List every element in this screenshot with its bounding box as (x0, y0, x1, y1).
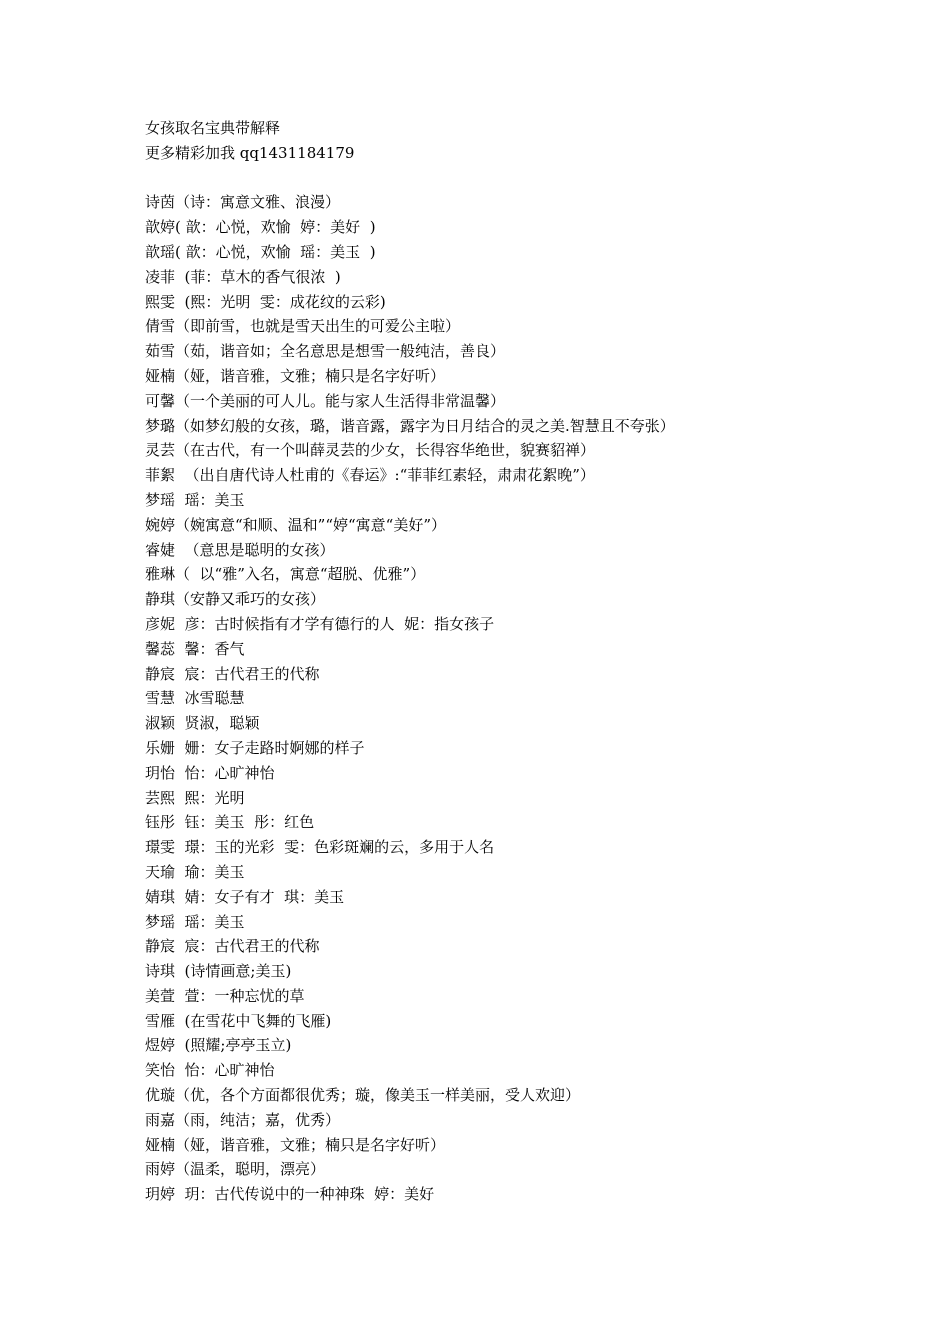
name-entry: 乐姗 姗：女子走路时婀娜的样子 (145, 738, 365, 757)
name-entry: 梦瑶 瑶：美玉 (145, 912, 245, 931)
name-entry: 馨蕊 馨：香气 (145, 639, 245, 658)
name-entry: 煜婷 (照耀;亭亭玉立) (145, 1036, 292, 1055)
name-list (145, 190, 925, 1207)
name-entry: 婧琪 婧：女子有才 琪：美玉 (145, 887, 345, 906)
name-entry: 璟雯 璟：玉的光彩 雯：色彩斑斓的云，多用于人名 (145, 838, 495, 857)
name-entry: 倩雪（即前雪，也就是雪天出生的可爱公主啦） (145, 317, 461, 336)
name-entry: 雨嘉（雨，纯洁；嘉，优秀） (145, 1110, 341, 1129)
name-entry: 诗琪 (诗情画意;美玉) (145, 962, 292, 981)
name-entry: 静琪（安静又乖巧的女孩） (145, 590, 326, 609)
name-entry: 雪慧 冰雪聪慧 (145, 689, 245, 708)
document-title: 女孩取名宝典带解释 (145, 119, 281, 137)
name-entry: 诗茵（诗：寓意文雅、浪漫） (145, 193, 341, 212)
name-entry: 彦妮 彦：古时候指有才学有德行的人 妮：指女孩子 (145, 614, 495, 633)
name-entry: 优璇（优，各个方面都很优秀；璇，像美玉一样美丽，受人欢迎） (145, 1086, 581, 1105)
name-entry: 静宸 宸：古代君王的代称 (145, 937, 320, 956)
name-entry: 美萱 萱：一种忘忧的草 (145, 986, 305, 1005)
name-entry: 歆婷( 歆：心悦，欢愉 婷：美好 ) (145, 218, 376, 237)
name-entry: 天瑜 瑜：美玉 (145, 862, 245, 881)
name-entry: 娅楠（娅，谐音雅，文雅；楠只是名字好听） (145, 1135, 446, 1154)
name-entry: 娅楠（娅，谐音雅，文雅；楠只是名字好听） (145, 366, 446, 385)
name-entry: 茹雪（茹，谐音如；全名意思是想雪一般纯洁，善良） (145, 342, 506, 361)
document-subtitle: 更多精彩加我 qq1431184179 (145, 143, 355, 162)
name-entry: 芸熙 熙：光明 (145, 788, 245, 807)
name-entry: 菲絮 （出自唐代诗人杜甫的《春运》:“菲菲红素轻，肃肃花絮晚”） (145, 466, 595, 485)
document-page (145, 116, 925, 1207)
name-entry: 凌菲 (菲：草木的香气很浓 ) (145, 267, 341, 286)
name-entry: 雪雁 (在雪花中飞舞的飞雁) (145, 1011, 332, 1030)
name-entry: 钰彤 钰：美玉 彤：红色 (145, 813, 315, 832)
name-entry: 笑怡 怡：心旷神怡 (145, 1061, 275, 1080)
blank-line (145, 166, 925, 191)
name-entry: 梦瑶 瑶：美玉 (145, 490, 245, 509)
name-entry: 静宸 宸：古代君王的代称 (145, 664, 320, 683)
name-entry: 梦璐（如梦幻般的女孩，璐，谐音露，露字为日月结合的灵之美.智慧且不夸张） (145, 416, 675, 435)
name-entry: 玥怡 怡：心旷神怡 (145, 763, 275, 782)
name-entry: 雅琳（ 以“雅”入名，寓意“超脱、优雅”） (145, 565, 426, 584)
name-entry: 歆瑶( 歆：心悦，欢愉 瑶：美玉 ) (145, 242, 376, 261)
name-entry: 灵芸（在古代，有一个叫薛灵芸的少女，长得容华绝世，貌赛貂禅） (145, 441, 596, 460)
name-entry: 熙雯 (熙：光明 雯：成花纹的云彩) (145, 292, 386, 311)
name-entry: 睿婕 （意思是聪明的女孩） (145, 540, 335, 559)
name-entry: 可馨（一个美丽的可人儿。能与家人生活得非常温馨） (145, 391, 506, 410)
name-entry: 雨婷（温柔，聪明，漂亮） (145, 1160, 326, 1179)
name-entry: 淑颖 贤淑，聪颖 (145, 714, 260, 733)
name-entry: 婉婷（婉寓意“和顺、温和”“婷“寓意“美好”） (145, 515, 447, 534)
name-entry: 玥婷 玥：古代传说中的一种神珠 婷：美好 (145, 1185, 435, 1204)
